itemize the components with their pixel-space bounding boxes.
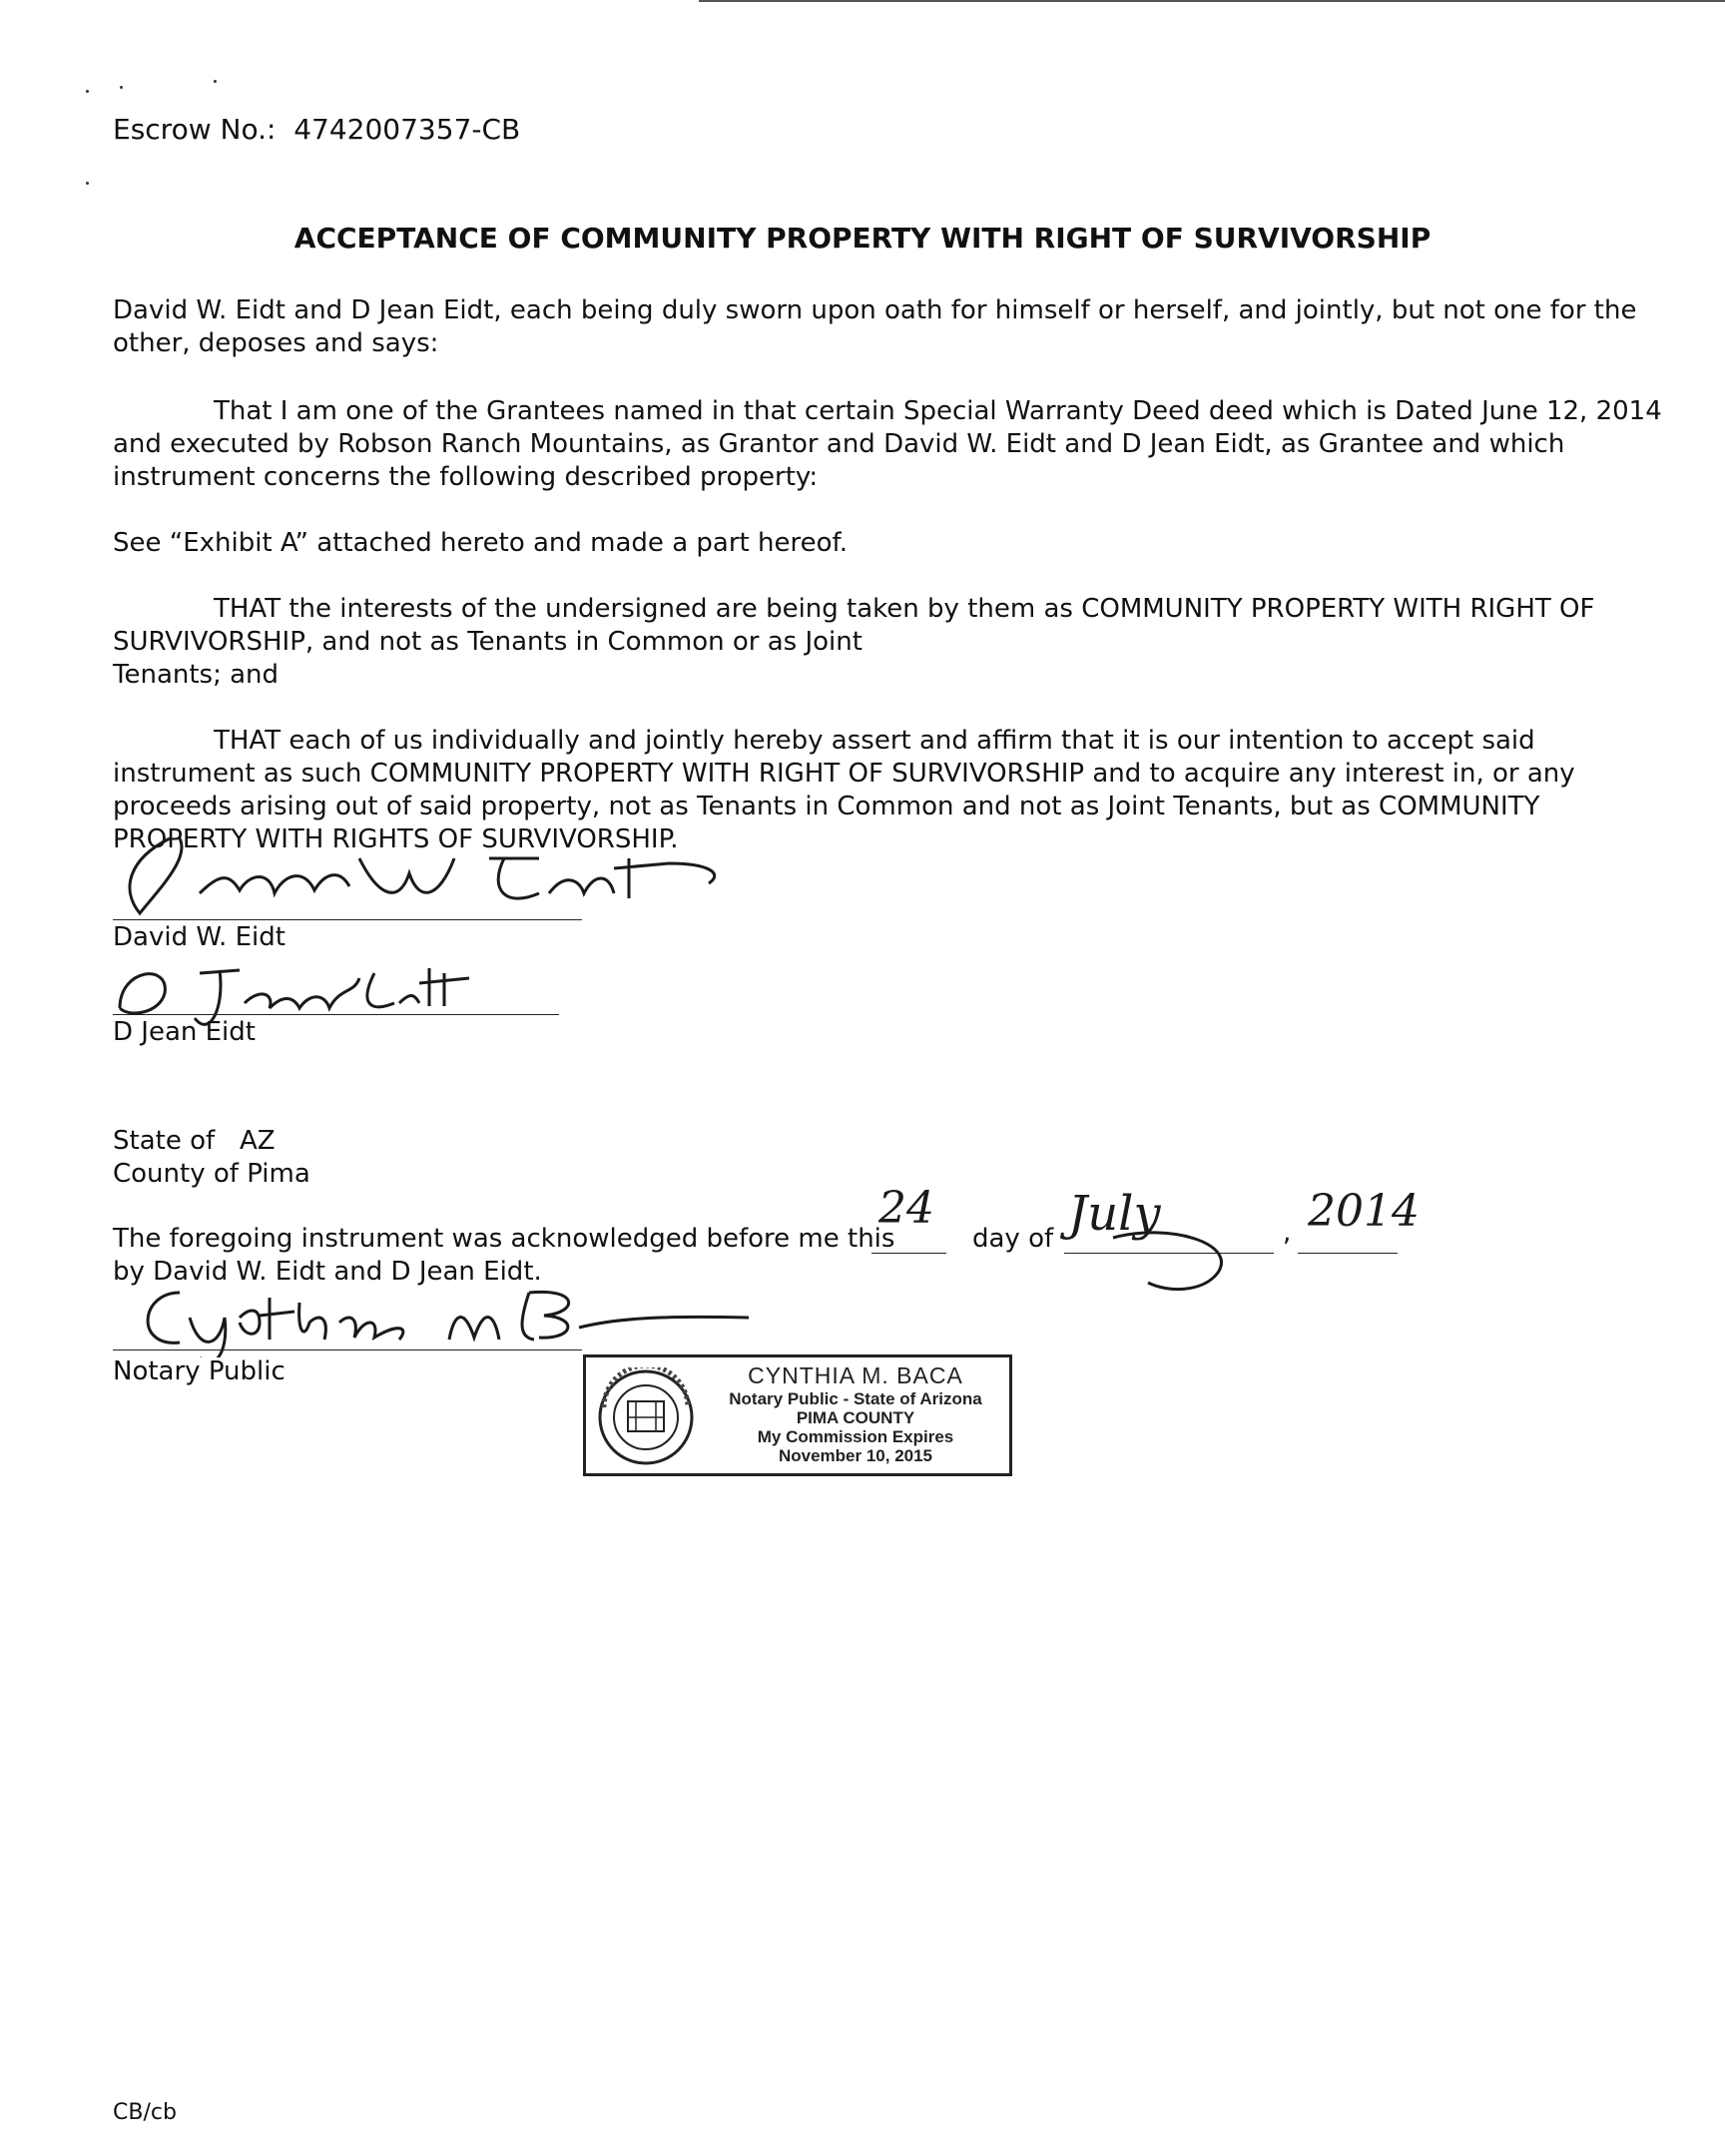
- notary-signature-line: [113, 1349, 582, 1350]
- ack-month-handwritten: July: [1068, 1186, 1161, 1242]
- state-seal-icon: [596, 1367, 696, 1467]
- venue-county: County of Pima: [113, 1159, 310, 1189]
- notary-signature: [110, 1278, 759, 1357]
- intro-line-2: other, deposes and says:: [113, 328, 439, 358]
- david-signature: [110, 818, 729, 928]
- escrow-number: 4742007357-CB: [293, 113, 521, 146]
- scan-speck: [86, 90, 89, 93]
- stamp-line-4: November 10, 2015: [778, 1446, 933, 1465]
- ack-day-of: day of: [972, 1224, 1054, 1254]
- notary-label: Notary Public: [113, 1356, 286, 1386]
- para3-line-1: THAT each of us individually and jointly hereby assert and affirm that it is our intention to accept said: [214, 726, 1535, 756]
- document-title: ACCEPTANCE OF COMMUNITY PROPERTY WITH RIGHT OF SURVIVORSHIP: [293, 222, 1432, 255]
- david-name: David W. Eidt: [113, 922, 286, 952]
- para2-line-3: Tenants; and: [113, 660, 280, 690]
- scan-speck: [120, 86, 123, 89]
- scan-speck: [86, 182, 89, 185]
- stamp-line-3: My Commission Expires: [757, 1427, 954, 1446]
- scan-edge-line: [699, 0, 1725, 2]
- ack-by-line: by David W. Eidt and D Jean Eidt.: [113, 1257, 542, 1287]
- ack-year-line: [1298, 1253, 1398, 1254]
- para1-line-2: and executed by Robson Ranch Mountains, as Grantor and David W. Eidt and D Jean Eidt, as Grantee and which: [113, 429, 1565, 459]
- para2-line-1: THAT the interests of the undersigned are being taken by them as COMMUNITY PROPERTY WITH RIGHT OF: [214, 594, 1595, 624]
- jean-name: D Jean Eidt: [113, 1017, 256, 1047]
- ack-month-flourish: [1108, 1228, 1238, 1298]
- intro-line-1: David W. Eidt and D Jean Eidt, each being duly sworn upon oath for himself or herself, and jointly, but not one for the: [113, 295, 1637, 325]
- stamp-line-2: PIMA COUNTY: [796, 1408, 915, 1427]
- scan-speck: [214, 80, 217, 83]
- stamp-line-1: Notary Public - State of Arizona: [729, 1389, 982, 1408]
- venue-state: State of AZ: [113, 1126, 276, 1156]
- escrow-label: Escrow No.:: [113, 113, 277, 146]
- ack-comma: ,: [1283, 1218, 1292, 1248]
- para3-line-2: instrument as such COMMUNITY PROPERTY WITH RIGHT OF SURVIVORSHIP and to acquire any interest in, or any: [113, 759, 1575, 789]
- para2-line-2: SURVIVORSHIP, and not as Tenants in Common or as Joint: [113, 627, 862, 657]
- para1-line-1: That I am one of the Grantees named in that certain Special Warranty Deed deed which is Dated June 12, 2014: [214, 396, 1662, 426]
- exhibit-line: See “Exhibit A” attached hereto and made a part hereof.: [113, 528, 848, 558]
- ack-day-handwritten: 24: [878, 1183, 934, 1234]
- para1-line-3: instrument concerns the following described property:: [113, 462, 819, 492]
- stamp-name: CYNTHIA M. BACA: [748, 1362, 963, 1388]
- ack-day-line: [871, 1253, 946, 1254]
- para3-line-3: proceeds arising out of said property, not as Tenants in Common and not as Joint Tenants, but as COMMUNITY: [113, 792, 1540, 821]
- ack-text: The foregoing instrument was acknowledged before me this: [113, 1224, 895, 1254]
- ack-year-handwritten: 2014: [1308, 1186, 1420, 1237]
- notary-stamp: [583, 1354, 1012, 1476]
- escrow-line: [113, 113, 520, 147]
- ack-month-line: [1064, 1253, 1274, 1254]
- footer-initials: CB/cb: [113, 2100, 177, 2125]
- para3-line-4: PROPERTY WITH RIGHTS OF SURVIVORSHIP.: [113, 824, 679, 854]
